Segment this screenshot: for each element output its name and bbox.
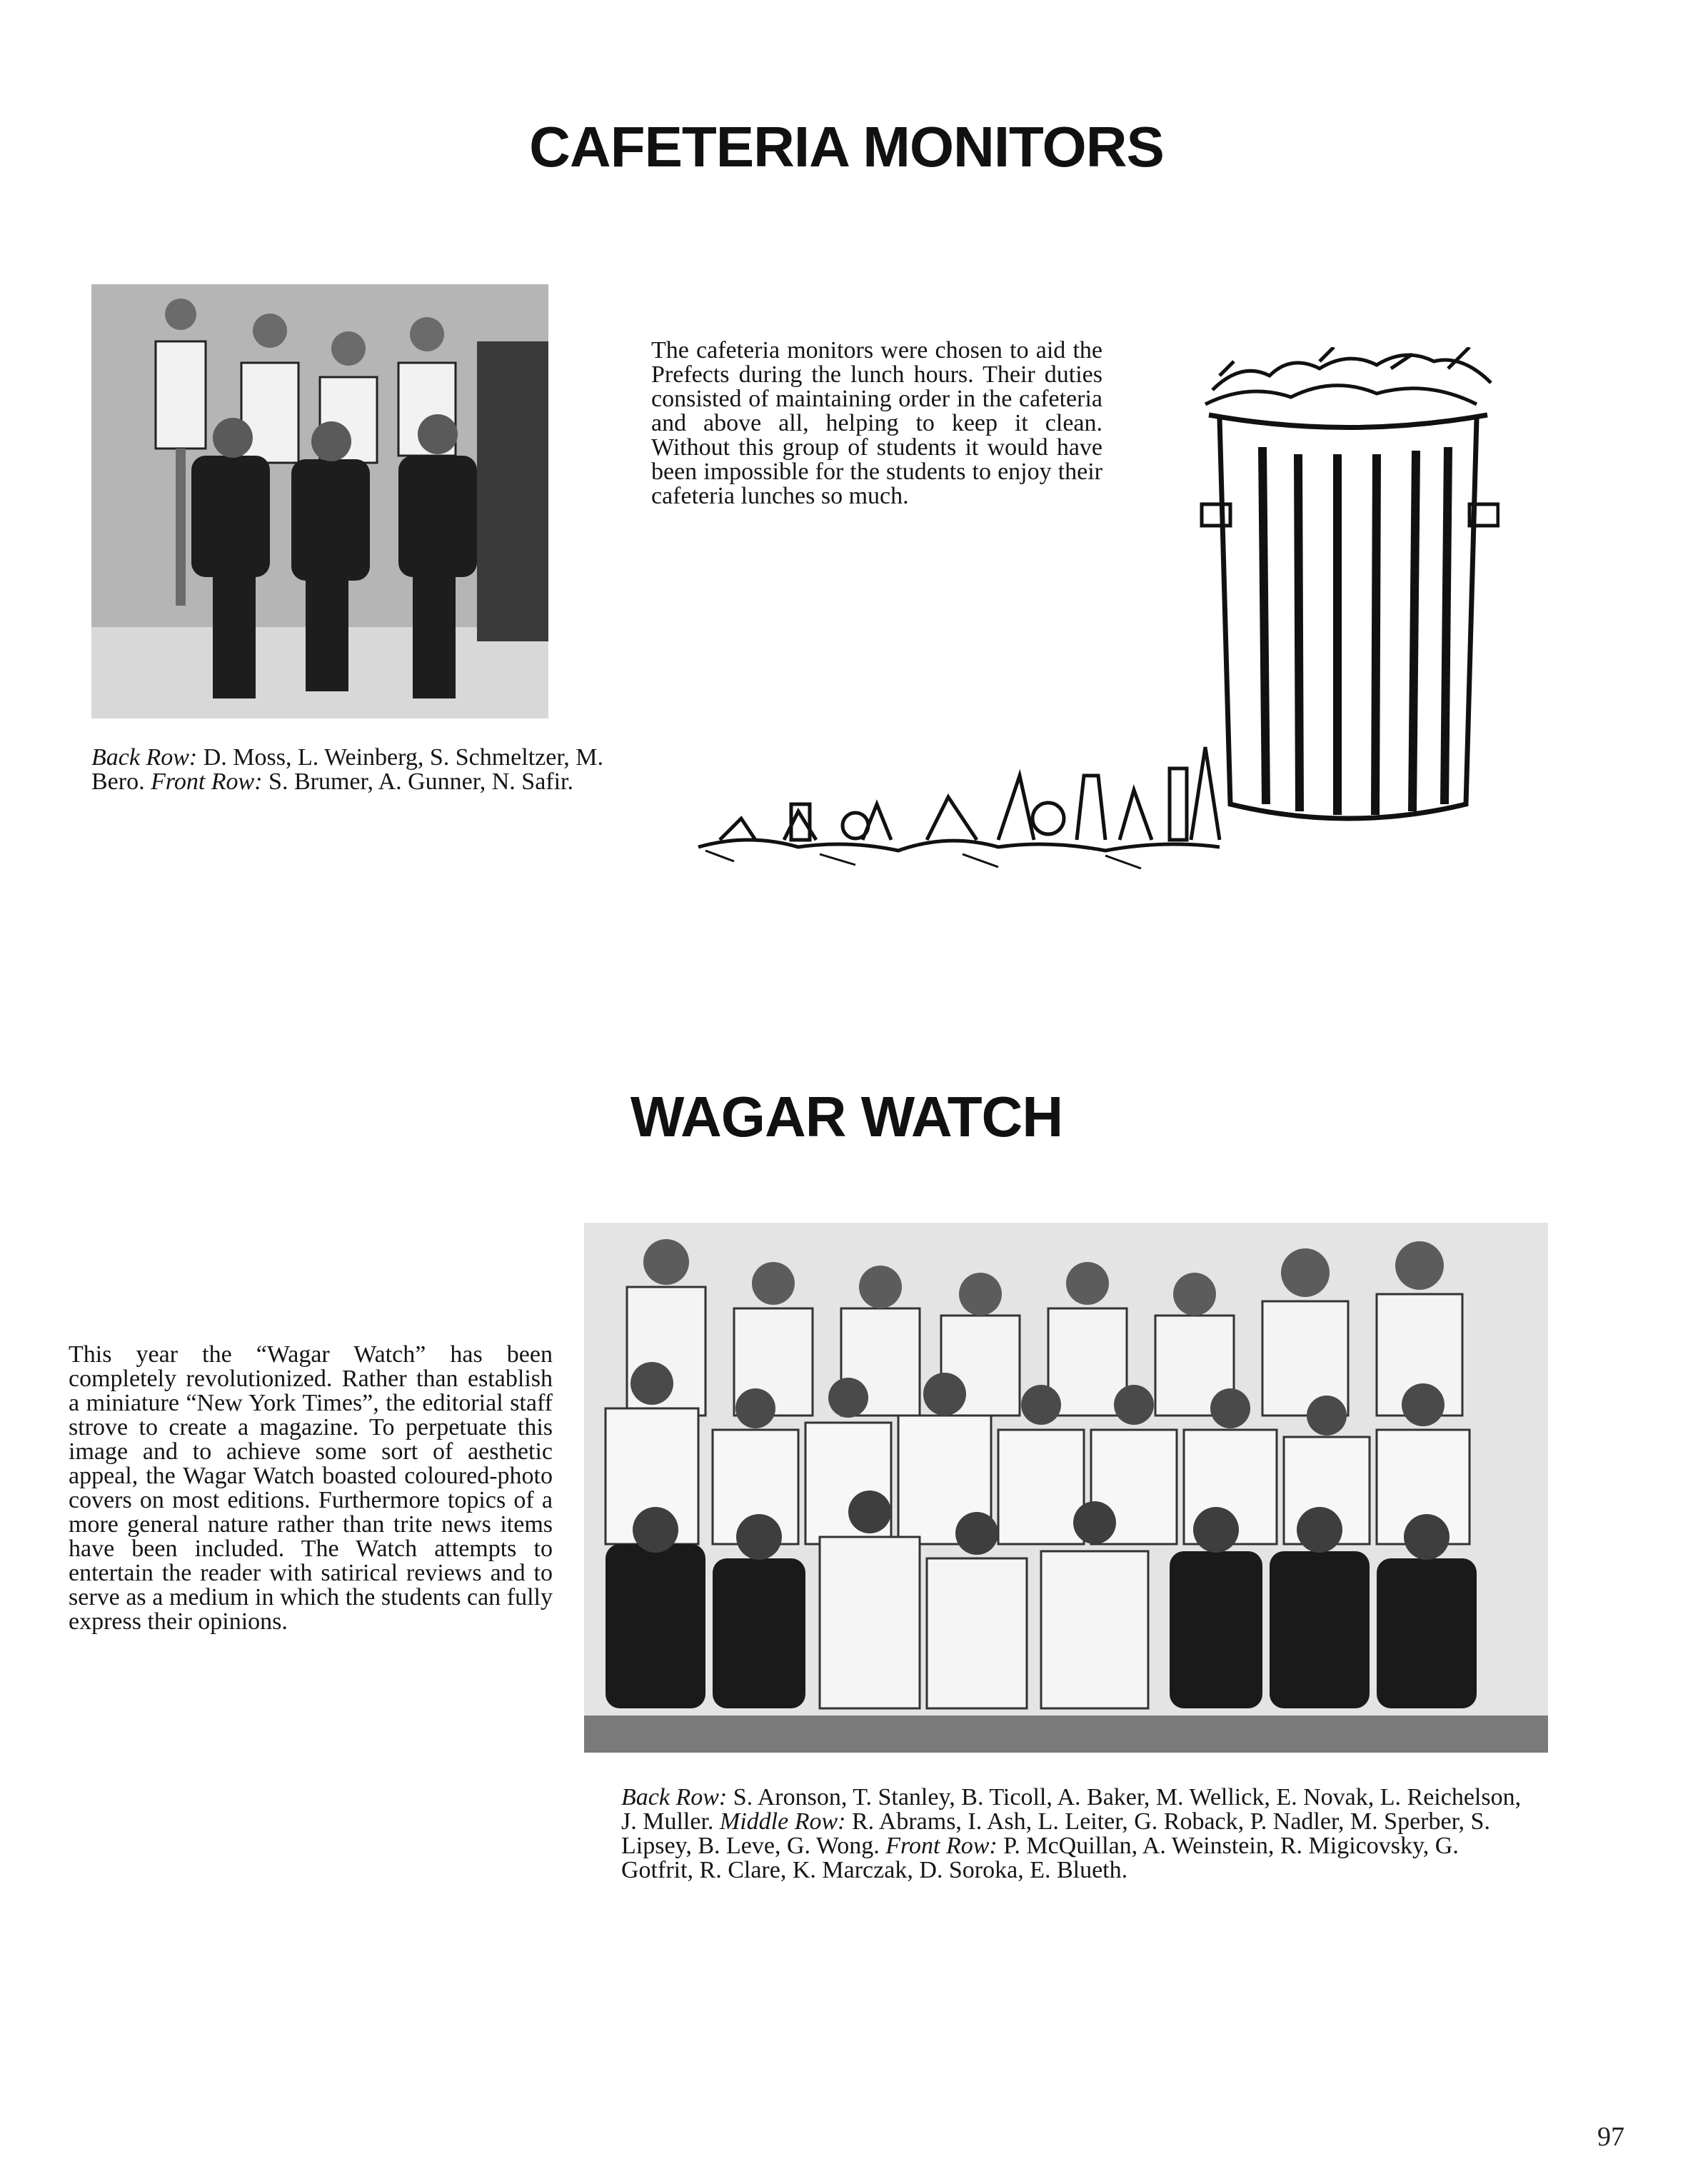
caption-back-row-label: Back Row:: [91, 744, 198, 771]
caption-back-row-names: D. Moss, L. Weinberg, S. Schmeltzer, M. Bero.: [91, 744, 604, 795]
section-heading-cafeteria-monitors: CAFETERIA MONITORS: [529, 115, 1164, 179]
caption-front-row-label: Front Row:: [885, 1833, 998, 1859]
cafeteria-monitors-caption: [91, 746, 606, 794]
caption-back-row-label: Back Row:: [621, 1784, 728, 1810]
caption-middle-row-label: Middle Row:: [719, 1808, 846, 1835]
caption-back-row-names: S. Aronson, T. Stanley, B. Ticoll, A. Baker, M. Wellick, E. Novak, L. Reichelson, J. Muller.: [621, 1784, 1522, 1835]
wagar-watch-caption: [621, 1785, 1528, 1883]
wagar-watch-group-photo: [584, 1223, 1548, 1753]
cafeteria-monitors-description: The cafeteria monitors were chosen to aid the Prefects during the lunch hours. Their duties consisted of maintaining order in the cafeteria and above all, helping to keep it clean. Without this group of students it would have been impossible for the students to enjoy their cafeteria lunches so much.: [651, 337, 1102, 509]
trash-can-illustration: [677, 347, 1499, 890]
caption-front-row-label: Front Row:: [151, 768, 263, 795]
cafeteria-monitors-group-photo: [91, 284, 548, 718]
caption-front-row-names: P. McQuillan, A. Weinstein, R. Migicovsky, G. Gotfrit, R. Clare, K. Marczak, D. Soroka, E. Blueth.: [621, 1833, 1459, 1883]
wagar-watch-description: This year the “Wagar Watch” has been completely revolutionized. Rather than establish a miniature “New York Times”, the editorial staff strove to create a magazine. To perpetuate this image and to achieve some sort of aesthetic appeal, the Wagar Watch boasted coloured-photo covers on most editions. Furthermore topics of a more general nature rather than trite news items have been included. The Watch attempts to entertain the reader with satirical reviews and to serve as a medium in which the students can fully express their opinions.: [69, 1341, 553, 1635]
caption-front-row-names: S. Brumer, A. Gunner, N. Safir.: [268, 768, 574, 795]
section-heading-wagar-watch: WAGAR WATCH: [630, 1085, 1063, 1148]
caption-middle-row-names: R. Abrams, I. Ash, L. Leiter, G. Roback, P. Nadler, M. Sperber, S. Lipsey, B. Leve, G. Wong.: [621, 1808, 1490, 1859]
page-number: 97: [1597, 2122, 1624, 2152]
